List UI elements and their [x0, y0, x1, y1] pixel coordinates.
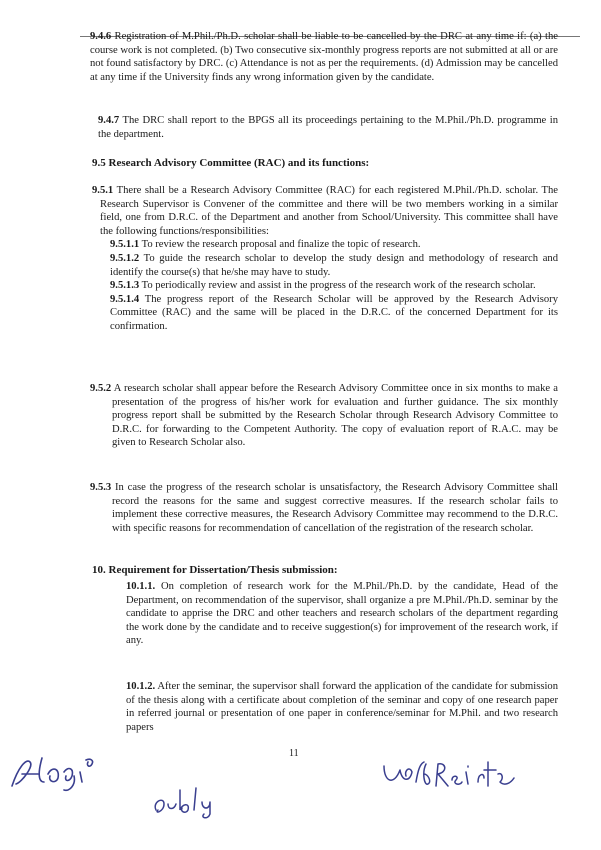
clause-number: 9.4.7	[98, 115, 120, 126]
subclause-number: 9.5.1.1	[110, 239, 140, 251]
clause-10-1-1	[126, 580, 558, 648]
clause-number: 9.5.3	[90, 482, 112, 493]
subclause-number: 9.5.1.3	[110, 280, 140, 292]
subclause-number: 9.5.1.4	[110, 293, 140, 305]
clause-text: Registration of M.Phil./Ph.D. scholar shall be liable to be cancelled by the DRC at any time if: (a) the course work is not completed. (b) Two consecutive six-monthly progress reports are not submitted at all or are not found satisfactory by DRC. (c) Attendance is not as per the requirements. (d) Admission may be cancelled at any time if the University finds any wrong information given by the candidate.	[90, 31, 558, 83]
clause-number: 9.4.6	[90, 31, 112, 42]
clause-9-5-1	[92, 184, 558, 334]
clause-9-5-2	[90, 382, 558, 450]
clause-number: 10.1.2.	[126, 681, 156, 692]
clause-9-5-3	[90, 481, 558, 535]
clause-text: In case the progress of the research scholar is unsatisfactory, the Research Advisory Committee shall record the reasons for the same and suggest corrective measures. If the research scholar fails to implement these corrective measures, the Research Advisory Committee may recommend to the D.R.C. with specific reasons for recommendation of cancellation of the registration of the research scholar.	[111, 482, 558, 534]
subclause-text: To periodically review and assist in the progress of the research work of the research scholar.	[139, 280, 536, 292]
clause-text: There shall be a Research Advisory Committee (RAC) for each registered M.Phil./Ph.D. scholar. The Research Supervisor is Convener of the committee and there will be two members working in a similar field, one from D.R.C. of the Department and another from School/University. This committee shall have the following functions/responsibilities:	[100, 185, 558, 237]
subclause-text: To guide the research scholar to develop the study design and methodology of research and identify the course(s) that he/she may have to study.	[110, 252, 558, 278]
signature-middle	[150, 780, 230, 820]
clause-number: 9.5.1	[92, 185, 114, 196]
clause-text: On completion of research work for the M.Phil./Ph.D. by the candidate, Head of the Department, on recommendation of the supervisor, shall organize a pre M.Phil./Ph.D. seminar by the candidate to apprise the DRC and other teachers and research scholars of the department regarding the work done by the candidate and to receive suggestion(s) for improvement of the research work, if any.	[126, 581, 558, 647]
subclause-text: To review the research proposal and finalize the topic of research.	[139, 239, 421, 251]
clause-number: 9.5.2	[90, 383, 112, 394]
signature-left	[8, 748, 108, 794]
section-heading-9-5: 9.5 Research Advisory Committee (RAC) and its functions:	[92, 157, 370, 169]
signature-right	[380, 752, 530, 796]
clause-text: After the seminar, the supervisor shall forward the application of the candidate for submission of the thesis along with a certificate about completion of the seminar and copy of one research paper in referred journal or presentation of one paper in conference/seminar for M.Phil. and two research papers	[126, 681, 558, 733]
subclause-number: 9.5.1.2	[110, 252, 140, 264]
section-heading-10: 10. Requirement for Dissertation/Thesis submission:	[92, 564, 338, 576]
clause-9-4-6	[90, 30, 558, 84]
subclause-text: The progress report of the Research Scholar will be approved by the Research Advisory Committee (RAC) and the same will be placed in the D.R.C. of the concerned Department for its confirmation.	[110, 293, 558, 332]
clause-text: A research scholar shall appear before the Research Advisory Committee once in six months to make a presentation of the progress of his/her work for evaluation and further guidance. The six monthly progress report shall be submitted by the Research Scholar through Research Advisory Committee to D.R.C. for forwarding to the Competent Authority. The copy of evaluation report of R.A.C. may be given to Research Scholar also.	[111, 383, 558, 449]
clause-text: The DRC shall report to the BPGS all its proceedings pertaining to the M.Phil./Ph.D. programme in the department.	[98, 115, 558, 140]
clause-9-4-7	[98, 114, 558, 141]
clause-number: 10.1.1.	[126, 581, 156, 592]
clause-10-1-2	[126, 680, 558, 734]
page-number: 11	[289, 748, 299, 759]
